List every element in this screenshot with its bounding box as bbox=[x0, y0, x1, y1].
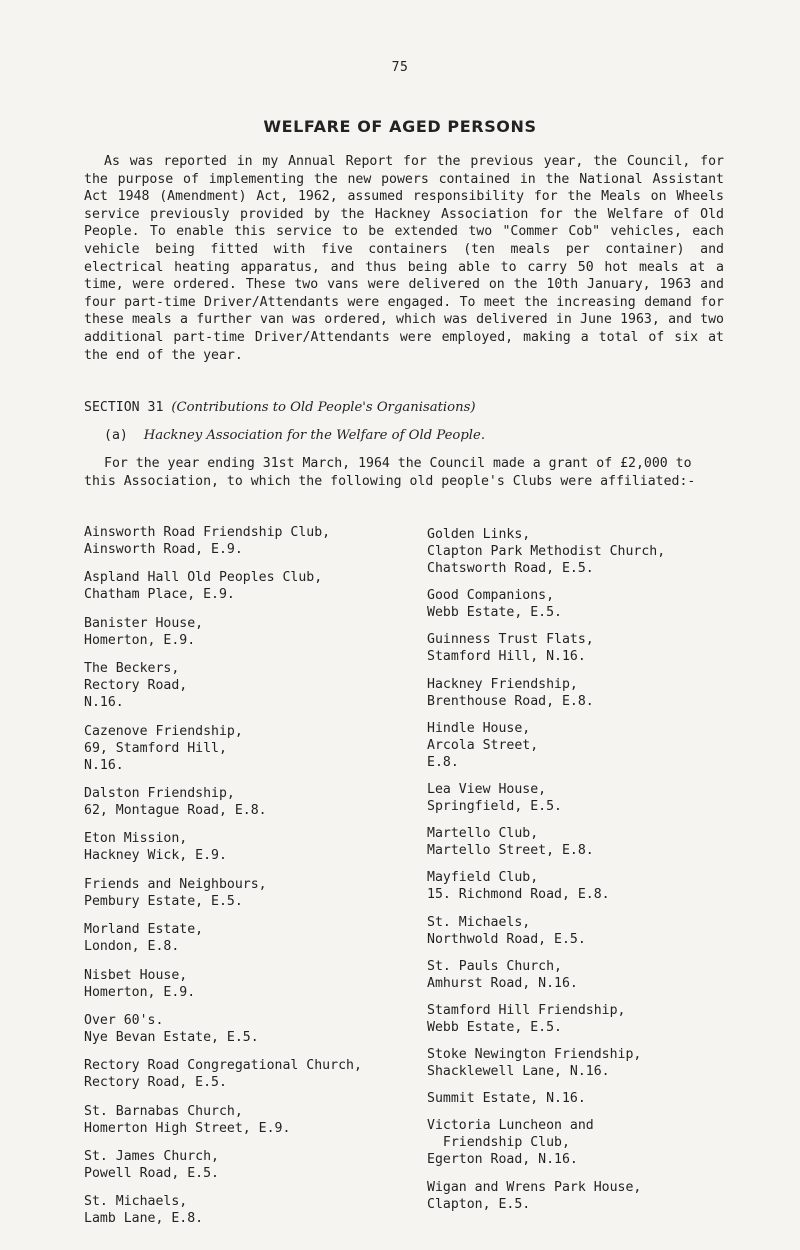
club-entry: St. Michaels, Lamb Lane, E.8. bbox=[84, 1194, 204, 1227]
club-entry: Friends and Neighbours, Pembury Estate, E.5. bbox=[84, 876, 267, 909]
club-entry: Cazenove Friendship, 69, Stamford Hill, N.16. bbox=[84, 723, 243, 773]
section-label: SECTION 31 bbox=[84, 400, 164, 415]
club-entry: Lea View House, Springfield, E.5. bbox=[427, 781, 562, 814]
club-entry: Victoria Luncheon and Friendship Club, Egerton Road, N.16. bbox=[427, 1118, 594, 1168]
intro-paragraph: As was reported in my Annual Report for the previous year, the Council, for the purpose of implementing the new powers contained in the National Assistant Act 1948 (Amendment) Act, 1962, assumed responsibility for the Meals on Wheels service previously provided by the Hackney Association for the Welfare of Old People. To enable this service to be extended two "Commer Cob" vehicles, each vehicle being fitted with five containers (ten meals per container) and electrical heating apparatus, and thus being able to carry 50 hot meals at a time, were ordered. These two vans were delivered on the 10th January, 1963 and four part-time Driver/Attendants were engaged. To meet the increasing demand for these meals a further van was ordered, which was delivered in June 1963, and two additional part-time Driver/Attendants were employed, making a total of six at the end of the year. bbox=[84, 154, 724, 363]
club-entry: Stoke Newington Friendship, Shacklewell Lane, N.16. bbox=[427, 1047, 642, 1080]
club-entry: Eton Mission, Hackney Wick, E.9. bbox=[84, 831, 227, 864]
club-entry: Aspland Hall Old Peoples Club, Chatham Place, E.9. bbox=[84, 570, 323, 603]
club-entry: Stamford Hill Friendship, Webb Estate, E.5. bbox=[427, 1002, 626, 1035]
club-entry: Mayfield Club, 15. Richmond Road, E.8. bbox=[427, 870, 610, 903]
subsection-heading bbox=[104, 428, 724, 443]
club-entry: Banister House, Homerton, E.9. bbox=[84, 615, 204, 648]
club-entry: The Beckers, Rectory Road, N.16. bbox=[84, 661, 188, 711]
club-entry: Nisbet House, Homerton, E.9. bbox=[84, 967, 196, 1000]
club-entry: Dalston Friendship, 62, Montague Road, E.8. bbox=[84, 785, 267, 818]
section-heading bbox=[84, 400, 724, 415]
club-entry: St. Michaels, Northwold Road, E.5. bbox=[427, 914, 586, 947]
club-entry: Morland Estate, London, E.8. bbox=[84, 922, 204, 955]
club-entry: Good Companions, Webb Estate, E.5. bbox=[427, 588, 562, 621]
clubs-list-right bbox=[427, 526, 757, 1223]
club-entry: St. James Church, Powell Road, E.5. bbox=[84, 1149, 219, 1182]
club-entry: St. Barnabas Church, Homerton High Street, E.9. bbox=[84, 1103, 291, 1136]
club-entry: Ainsworth Road Friendship Club, Ainsworth Road, E.9. bbox=[84, 525, 331, 557]
subsection-title: Hackney Association for the Welfare of Old People. bbox=[143, 428, 486, 443]
club-entry: Hackney Friendship, Brenthouse Road, E.8. bbox=[427, 676, 594, 709]
club-entry: Over 60's. Nye Bevan Estate, E.5. bbox=[84, 1012, 259, 1045]
page-number: 75 bbox=[391, 60, 409, 75]
club-entry: St. Pauls Church, Amhurst Road, N.16. bbox=[427, 958, 578, 991]
page-title: WELFARE OF AGED PERSONS bbox=[263, 117, 537, 136]
club-entry: Rectory Road Congregational Church, Rectory Road, E.5. bbox=[84, 1058, 362, 1091]
club-entry: Guinness Trust Flats, Stamford Hill, N.16. bbox=[427, 632, 594, 665]
clubs-list-left bbox=[84, 524, 404, 1239]
club-entry: Hindle House, Arcola Street, E.8. bbox=[427, 720, 539, 770]
club-entry: Wigan and Wrens Park House, Clapton, E.5. bbox=[427, 1179, 642, 1212]
subsection-label: (a) bbox=[104, 428, 128, 443]
club-entry: Golden Links, Clapton Park Methodist Church, Chatsworth Road, E.5. bbox=[427, 527, 666, 576]
section-title: (Contributions to Old People's Organisations) bbox=[171, 400, 476, 415]
club-entry: Summit Estate, N.16. bbox=[427, 1091, 586, 1107]
club-entry: Martello Club, Martello Street, E.8. bbox=[427, 826, 594, 859]
grant-paragraph: For the year ending 31st March, 1964 the Council made a grant of £2,000 to this Association, to which the following old people's Clubs were affiliated:- bbox=[84, 456, 696, 489]
